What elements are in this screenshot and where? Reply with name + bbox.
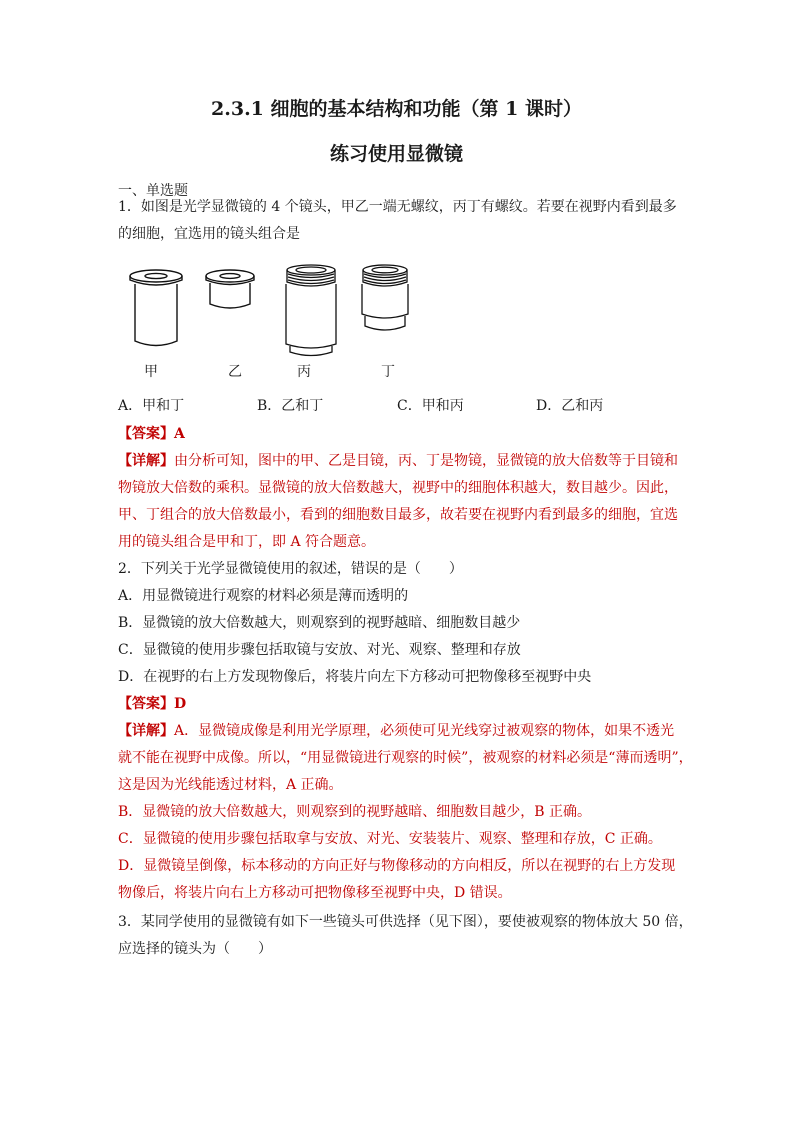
lens-label-bing: 丙 bbox=[297, 364, 311, 380]
q3-stem-line2: 应选择的镜头为（ ） bbox=[118, 941, 272, 957]
q1-detail-line2: 物镜放大倍数的乘积。显微镜的放大倍数越大，视野中的细胞体积越大，数目越少。因此， bbox=[118, 480, 678, 496]
q2-detail-b: B．显微镜的放大倍数越大，则观察到的视野越暗、细胞数目越少，B 正确。 bbox=[118, 804, 592, 820]
eyepiece-lens-yi-icon bbox=[203, 266, 257, 316]
q2-answer bbox=[118, 694, 678, 714]
q2-detail-a2: 就不能在视野中成像。所以，“用显微镜进行观察的时候”，被观察的材料必须是“薄而透明”， bbox=[118, 750, 693, 766]
q2-detail-c: C．显微镜的使用步骤包括取拿与安放、对光、安装装片、观察、整理和存放，C 正确。 bbox=[118, 831, 662, 847]
q1-detail-tag: 【详解】 bbox=[118, 453, 174, 469]
q2-option-d: D．在视野的右上方发现物像后，将装片向左下方移动可把物像移至视野中央 bbox=[118, 669, 592, 685]
q1-answer-value: A bbox=[174, 426, 185, 442]
q1-stem-line1: 1．如图是光学显微镜的 4 个镜头，甲乙一端无螺纹，丙丁有螺纹。若要在视野内看到最多 bbox=[118, 199, 677, 215]
lens-label-yi: 乙 bbox=[228, 364, 242, 380]
q2-detail-a1-text: A．显微镜成像是利用光学原理，必须使可见光线穿过被观察的物体，如果不透光 bbox=[174, 723, 675, 739]
eyepiece-lens-jia-icon bbox=[128, 266, 184, 350]
q2-detail-d2: 物像后，将装片向右上方移动可把物像移至视野中央，D 错误。 bbox=[118, 885, 512, 901]
q1-detail-line4: 用的镜头组合是甲和丁，即 A 符合题意。 bbox=[118, 534, 376, 550]
q1-answer-tag: 【答案】 bbox=[118, 426, 174, 442]
q2-detail-tag: 【详解】 bbox=[118, 723, 174, 739]
q2-stem: 2．下列关于光学显微镜使用的叙述，错误的是（ ） bbox=[118, 561, 463, 577]
q1-answer bbox=[118, 424, 678, 444]
section-heading: 一、单选题 bbox=[118, 183, 188, 199]
q1-detail-text1: 由分析可知，图中的甲、乙是目镜，丙、丁是物镜，显微镜的放大倍数等于目镜和 bbox=[174, 453, 678, 469]
q1-option-d: D．乙和丙 bbox=[536, 398, 604, 414]
objective-lens-ding-icon bbox=[358, 262, 412, 336]
q1-detail-line3: 甲、丁组合的放大倍数最小，看到的细胞数目最多，故若要在视野内看到最多的细胞，宜选 bbox=[118, 507, 678, 523]
lens-label-jia: 甲 bbox=[144, 364, 158, 380]
q2-option-a: A．用显微镜进行观察的材料必须是薄而透明的 bbox=[118, 588, 409, 604]
page-title: 2.3.1 细胞的基本结构和功能（第 1 课时） bbox=[211, 98, 582, 120]
q2-option-c: C．显微镜的使用步骤包括取镜与安放、对光、观察、整理和存放 bbox=[118, 642, 521, 658]
q1-detail-line1 bbox=[118, 451, 678, 471]
q3-stem-line1: 3．某同学使用的显微镜有如下一些镜头可供选择（见下图），要使被观察的物体放大 50 倍， bbox=[118, 914, 693, 930]
q2-detail-a3: 这是因为光线能透过材料，A 正确。 bbox=[118, 777, 343, 793]
q2-answer-value: D bbox=[174, 696, 187, 712]
q2-detail-d1: D．显微镜呈倒像，标本移动的方向正好与物像移动的方向相反，所以在视野的右上方发现 bbox=[118, 858, 676, 874]
q1-option-b: B．乙和丁 bbox=[257, 398, 324, 414]
q1-option-c: C．甲和丙 bbox=[397, 398, 464, 414]
q2-answer-tag: 【答案】 bbox=[118, 696, 174, 712]
q1-option-a: A．甲和丁 bbox=[118, 398, 185, 414]
q2-detail-a1 bbox=[118, 721, 678, 741]
lens-label-ding: 丁 bbox=[381, 364, 395, 380]
q2-option-b: B．显微镜的放大倍数越大，则观察到的视野越暗、细胞数目越少 bbox=[118, 615, 521, 631]
q1-stem-line2: 的细胞，宜选用的镜头组合是 bbox=[118, 226, 300, 242]
page-subtitle: 练习使用显微镜 bbox=[329, 143, 463, 165]
objective-lens-bing-icon bbox=[282, 262, 340, 360]
